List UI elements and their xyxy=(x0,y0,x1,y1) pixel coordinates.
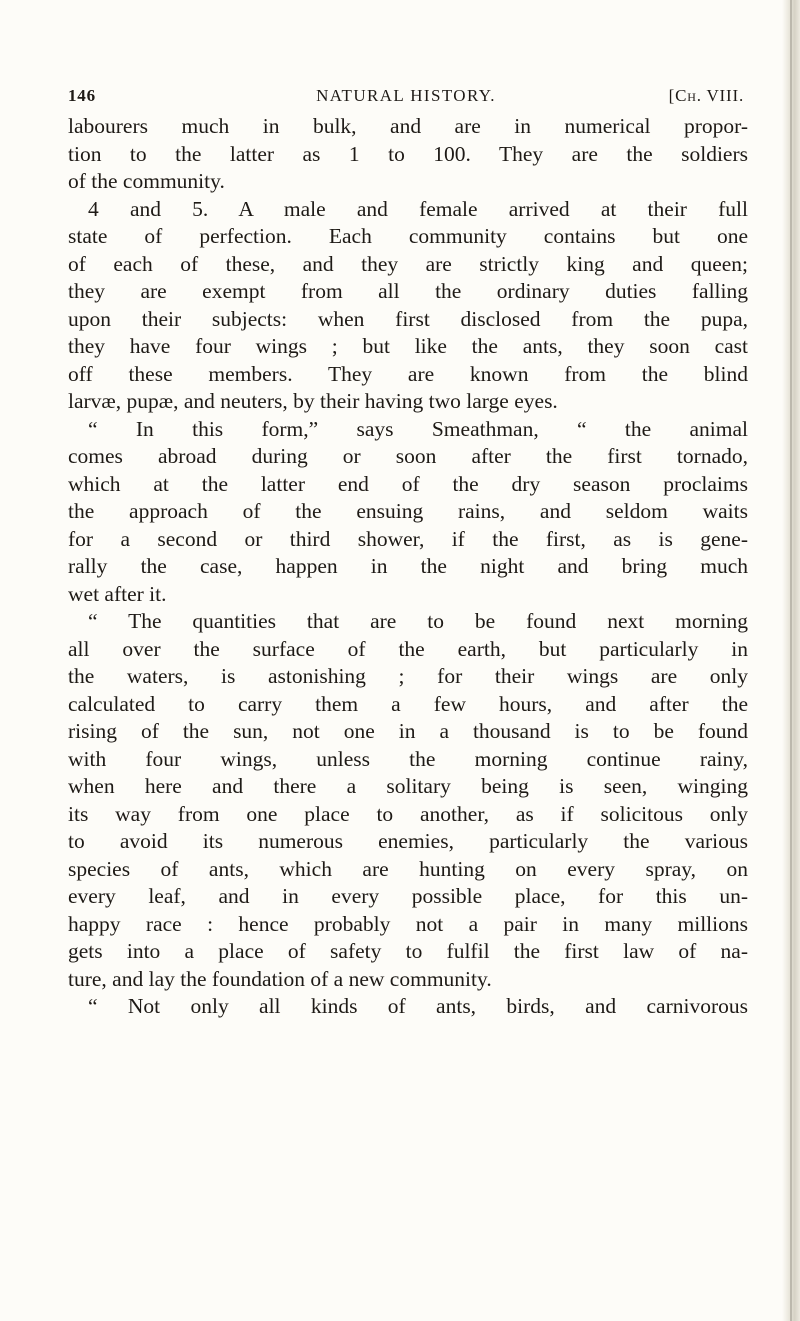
text-line: of each of these, and they are strictly king and queen; xyxy=(68,251,748,276)
text-line: labourers much in bulk, and are in numerical propor- xyxy=(68,114,748,138)
text-line: all over the surface of the earth, but particularly in xyxy=(68,636,748,661)
page-header xyxy=(68,86,744,110)
text-line: tion to the latter as 1 to 100. They are the soldiers xyxy=(68,141,748,166)
text-line: which at the latter end of the dry season proclaims xyxy=(68,471,748,496)
text-line: state of perfection. Each community contains but one xyxy=(68,224,748,248)
text-line: with four wings, unless the morning continue rainy, xyxy=(68,746,748,771)
text-line: “ The quantities that are to be found next morning xyxy=(88,609,748,633)
running-head: NATURAL HISTORY. xyxy=(316,86,496,105)
text-line: they have four wings ; but like the ants, they soon cast xyxy=(68,334,748,358)
text-line: species of ants, which are hunting on every spray, on xyxy=(68,856,748,881)
text-line: happy race : hence probably not a pair in many millions xyxy=(68,911,748,936)
text-line: the waters, is astonishing ; for their wings are only xyxy=(68,664,748,688)
text-line: larvæ, pupæ, and neuters, by their having two large eyes. xyxy=(68,389,558,413)
text-line: “ In this form,” says Smeathman, “ the animal xyxy=(88,416,748,441)
text-line: wet after it. xyxy=(68,581,167,606)
text-line: comes abroad during or soon after the first tornado, xyxy=(68,444,748,468)
body-text xyxy=(68,113,748,1021)
text-line: gets into a place of safety to fulfil the first law of na- xyxy=(68,939,748,963)
text-line: calculated to carry them a few hours, and after the xyxy=(68,691,748,716)
page-edge-line xyxy=(790,0,792,1321)
text-line: “ Not only all kinds of ants, birds, and carnivorous xyxy=(88,994,748,1018)
text-line: of the community. xyxy=(68,169,225,193)
text-line: upon their subjects: when first disclosed from the pupa, xyxy=(68,306,748,331)
text-line: off these members. They are known from the blind xyxy=(68,361,748,386)
text-line: 4 and 5. A male and female arrived at their full xyxy=(88,196,748,221)
text-line: its way from one place to another, as if solicitous only xyxy=(68,801,748,826)
text-line: to avoid its numerous enemies, particularly the various xyxy=(68,829,748,853)
page-number: 146 xyxy=(68,86,96,105)
text-line: rally the case, happen in the night and bring much xyxy=(68,554,748,578)
text-line: ture, and lay the foundation of a new community. xyxy=(68,966,492,991)
text-line: for a second or third shower, if the first, as is gene- xyxy=(68,526,748,551)
text-line: when here and there a solitary being is seen, winging xyxy=(68,774,748,798)
text-line: they are exempt from all the ordinary duties falling xyxy=(68,279,748,303)
text-line: the approach of the ensuing rains, and seldom waits xyxy=(68,499,748,523)
chapter-label: [Ch. VIII. xyxy=(668,86,744,105)
text-line: rising of the sun, not one in a thousand is to be found xyxy=(68,719,748,743)
text-line: every leaf, and in every possible place, for this un- xyxy=(68,884,748,908)
